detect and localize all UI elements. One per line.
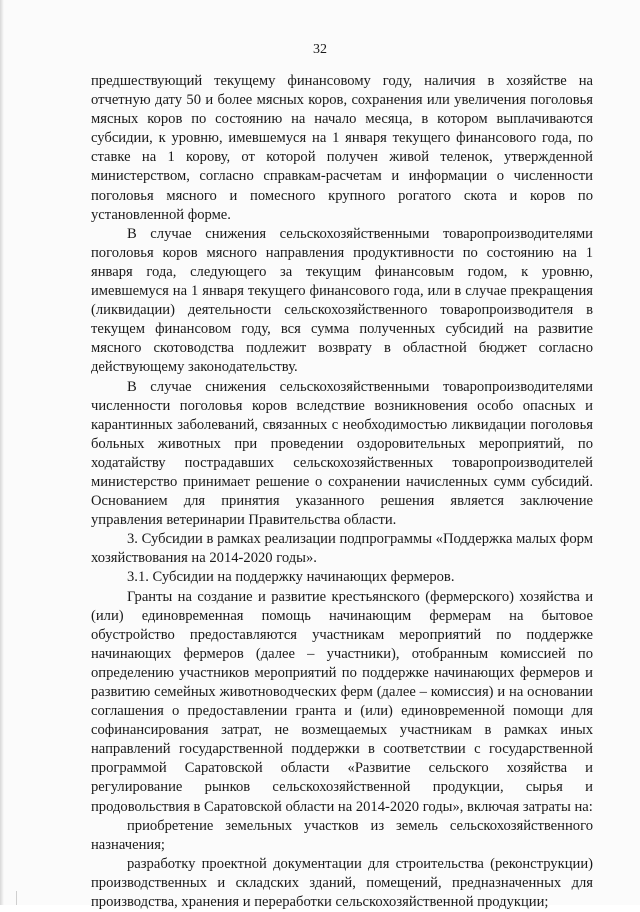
subsection-heading-new-farmers: 3.1. Субсидии на поддержку начинающих фермеров. [127,569,455,586]
scan-edge [0,0,4,905]
page-number: 32 [313,42,327,57]
paragraph-disease-reduction: В случае снижения сельскохозяйственными товаропроизводителями численности поголовья коров вследствие возникновения особо опасных и карантинных заболеваний, связанных с необходимостью ликвидации поголовья больных животных при проведении оздоровительных мероприятий, по ходатайству пострадавших сельскохозяйственных товаропроизводителей министерство принимает решение о сохранении начисленных сумм субсидий. Основанием для принятия указанного решения является заключение управления ветеринарии Правительства области. [91,378,593,529]
paragraph-continuation: предшествующий текущему финансовому году, наличия в хозяйстве на отчетную дату 50 и более мясных коров, сохранения или увеличения поголовья мясных коров по состоянию на начало месяца, в котором выплачиваются субсидии, к уровню, имевшемуся на 1 января текущего финансового года, по ставке на 1 корову, от которой получен живой теленок, утвержденной министерством, согласно справкам-расчетам и информации о численности поголовья мясного и помесного крупного рогатого скота и коров по установленной форме. [91,73,593,223]
document-body [91,72,593,912]
list-item-design-docs: разработку проектной документации для строительства (реконструкции) производственных и складских зданий, помещений, предназначенных для производства, хранения и переработки сельскохозяйственной продукции; [91,855,593,911]
scan-mark [2,891,17,905]
paragraph-herd-reduction: В случае снижения сельскохозяйственными товаропроизводителями поголовья коров мясного направления продуктивности по состоянию на 1 января года, следующего за текущим финансовым годом, к уровню, имевшемуся на 1 января текущего финансового года, или в случае прекращения (ликвидации) деятельности сельскохозяйственного товаропроизводителя в текущем финансовом году, вся сумма полученных субсидий на развитие мясного скотоводства подлежит возврату в областной бюджет согласно действующему законодательству. [91,225,593,376]
list-item-land: приобретение земельных участков из земель сельскохозяйственного назначения; [91,817,593,853]
section-heading-small-farms: 3. Субсидии в рамках реализации подпрограммы «Поддержка малых форм хозяйствования на 2014-2020 годы». [91,531,593,567]
paragraph-grants: Гранты на создание и развитие крестьянского (фермерского) хозяйства и (или) единовременная помощь начинающим фермерам на бытовое обустройство предоставляются участникам мероприятий по поддержке начинающих фермеров (далее – участники), отобранным комиссией по определению участников мероприятий по поддержке начинающих фермеров и развитию семейных животноводческих ферм (далее – комиссия) и на основании соглашения о предоставлении гранта и (или) единовременной помощи для софинансирования затрат, не возмещаемых участникам в рамках иных направлений государственной поддержки в соответствии с государственной программой Саратовской области «Развитие сельского хозяйства и регулирование рынков сельскохозяйственной продукции, сырья и продовольствия в Саратовской области на 2014-2020 годы», включая затраты на: [91,588,593,815]
